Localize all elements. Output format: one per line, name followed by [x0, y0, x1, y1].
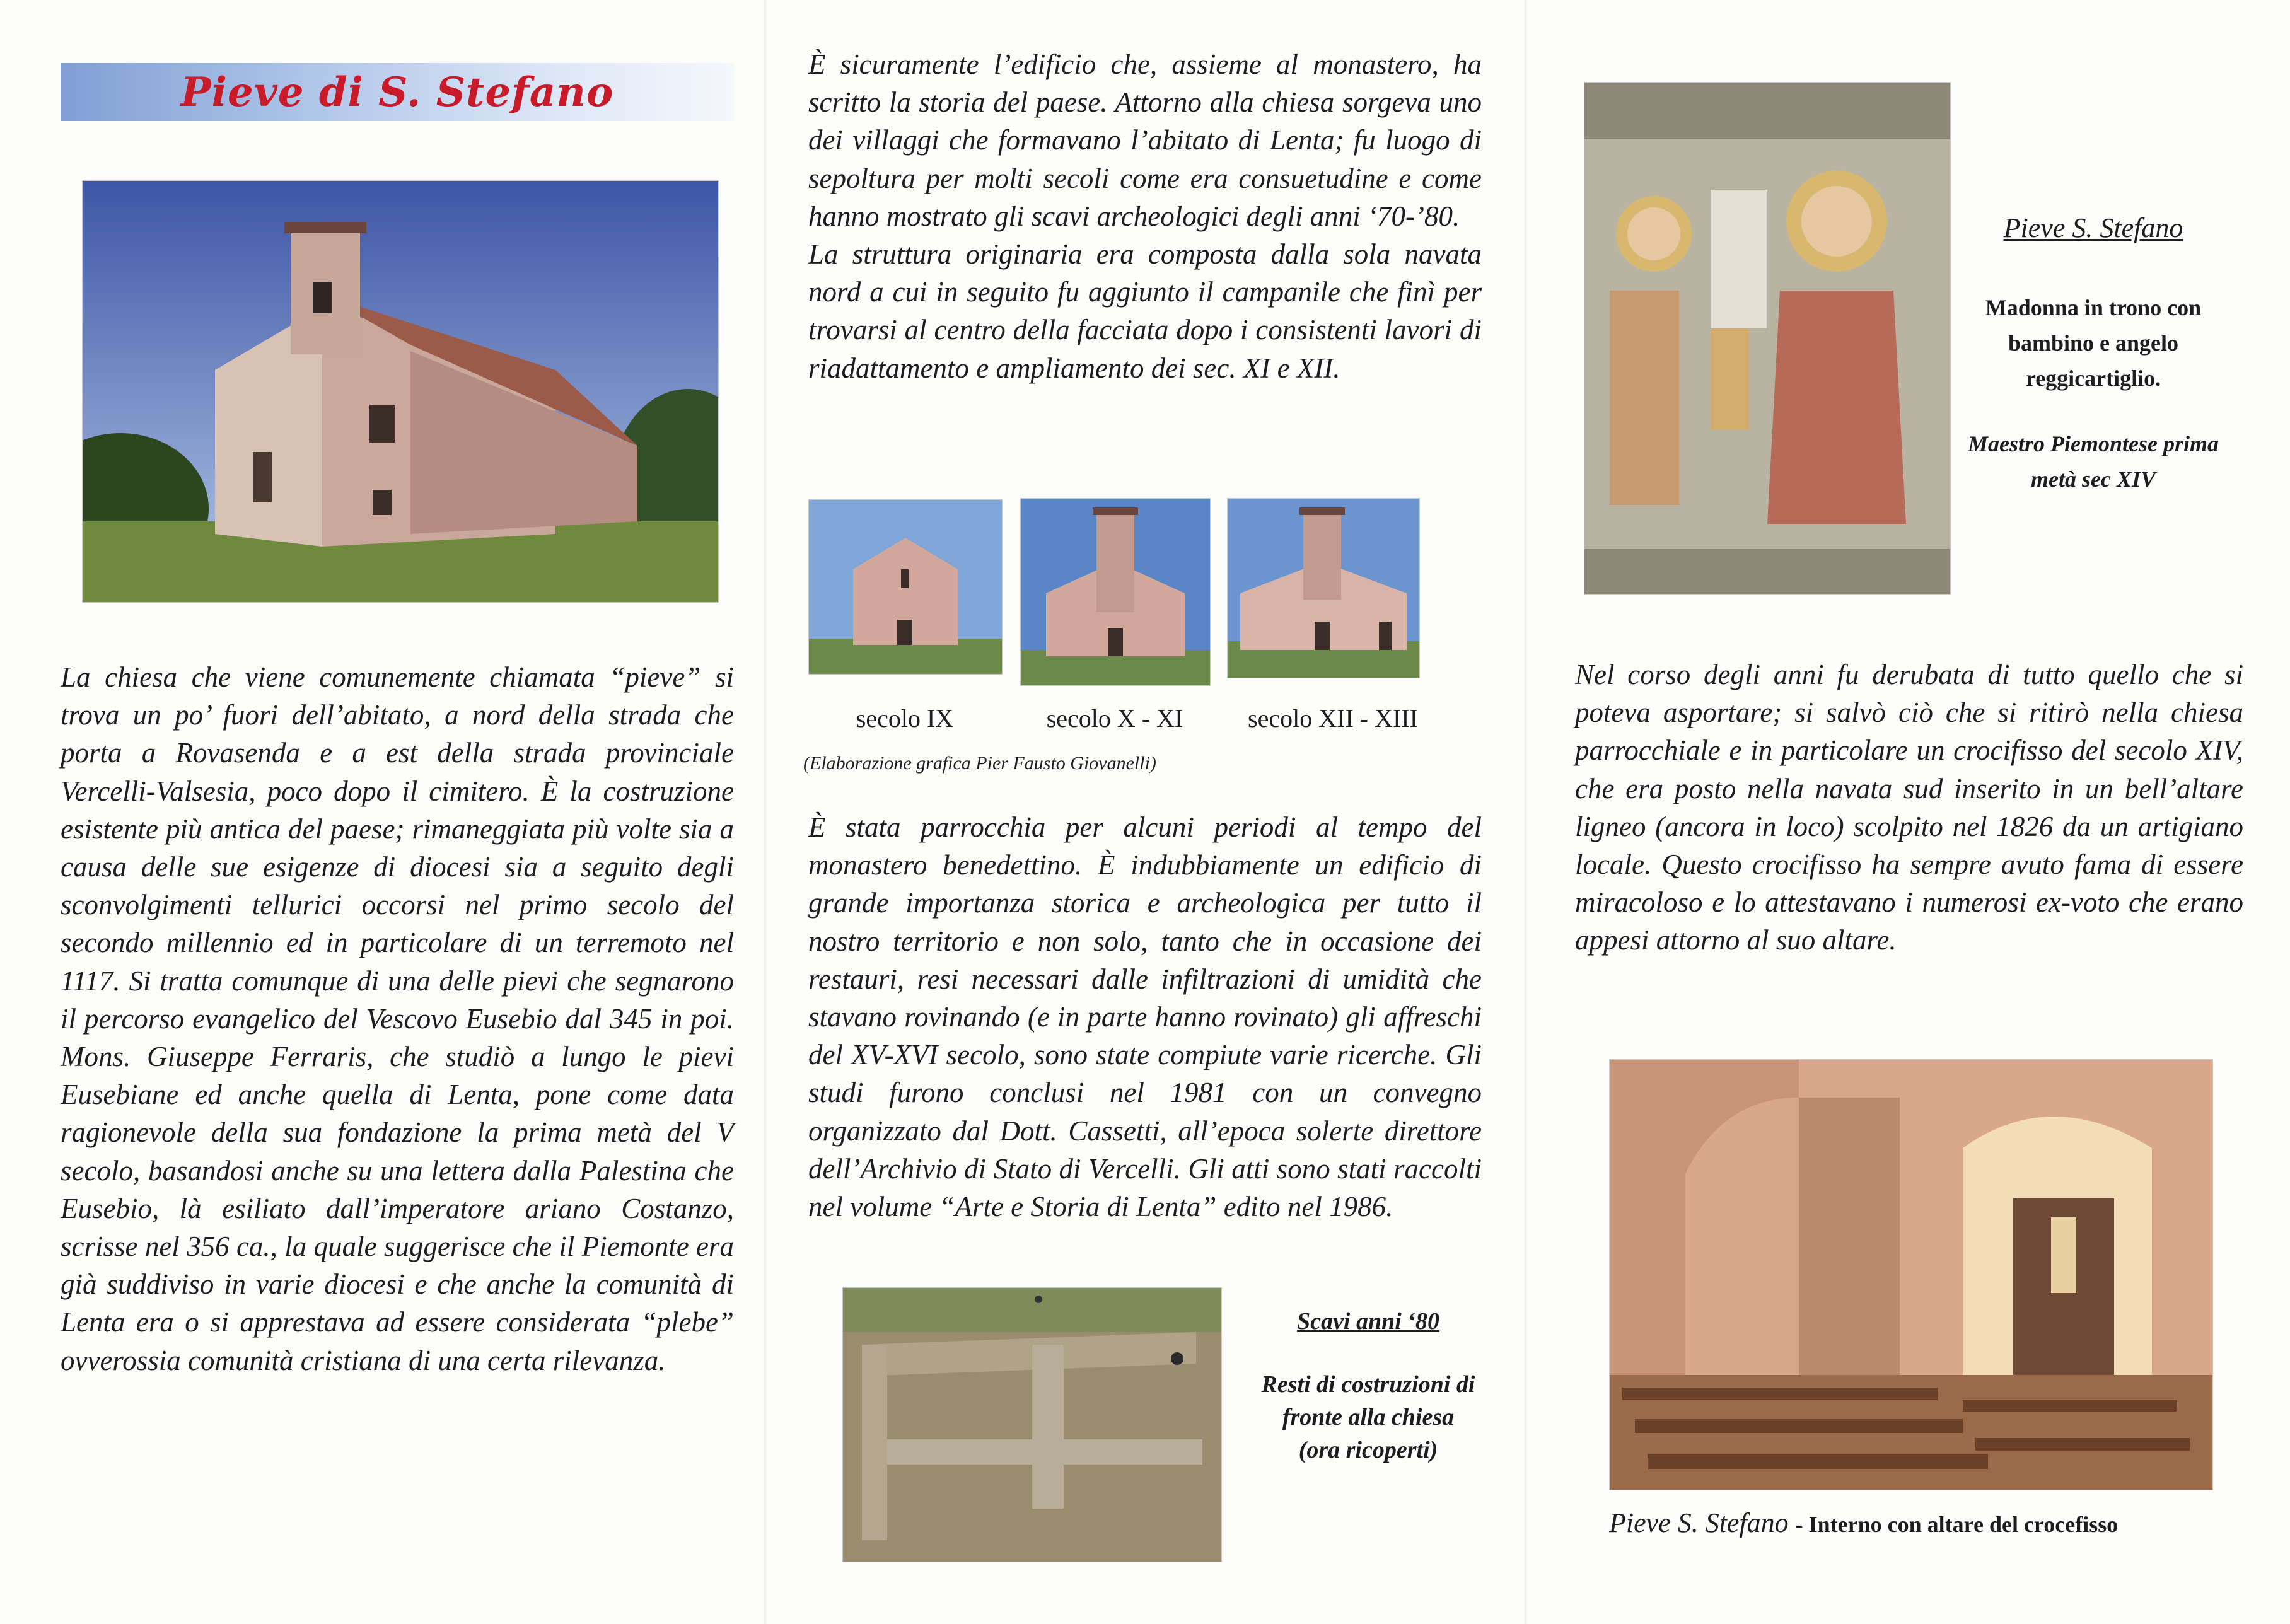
interior-desc: - Interno con altare del crocefisso — [1795, 1512, 2119, 1537]
excavation-desc: Resti di costruzioni di fronte alla chiesa (ora ricoperti) — [1261, 1371, 1475, 1463]
fresco-title-text: Pieve S. Stefano — [2003, 212, 2183, 243]
left-body-text: La chiesa che viene comunemente chiamata “pieve” si trova un po’ fuori dell’abitato, a nord della strada che porta a Rovasenda e a est della strada provinciale Vercelli-Valsesia, poco dopo il cimitero. È la costruzione esistente più antica del paese; rimaneggiata più volte sia a causa delle sue esigenze di diocesi sia a seguito degli sconvolgimenti tellurici occorsi nel primo secolo del secondo millennio ed in particolare di un terremoto nel 1117. Si tratta comunque di una delle pievi che segnarono il percorso evangelico del Vescovo Eusebio dal 345 in poi. Mons. Giuseppe Ferraris, che studiò a lungo le pievi Eusebiane ed anche quella di Lenta, pone come data ragionevole della sua fondazione la prima metà del V secolo, basandosi anche su una lettera dalla Palestina che Eusebio, là esiliato dall’imperatore ariano Costanzo, scrisse nel 356 ca., la quale suggerisce che il Piemonte era già suddiviso in varie diocesi e che anche la comunità di Lenta era o si apprestava ad essere considerata “plebe” ovverossia comunità cristiana di una certa rilevanza. — [61, 661, 734, 1376]
middle-history-text: È stata parrocchia per alcuni periodi al tempo del monastero benedettino. È indubbiamente un edificio di grande importanza storica e archeologica per tutto il nostro territorio e non solo, tanto che in occasione dei restauri, resi necessari dalle infiltrazioni di umidità che stavano rovinando (e in parte hanno rovinato) gli affreschi del XV-XVI secolo, sono state compiute varie ricerche. Gli studi furono conclusi nel 1981 con un convegno organizzato dal Dott. Cassetti, all’epoca solerte direttore dell’Archivio di Stato di Vercelli. Gli atti sono stati raccolti nel volume “Arte e Storia di Lenta” edito nel 1986. — [808, 811, 1482, 1223]
fold-line-left — [764, 0, 767, 1624]
phase-image-xii-xiii — [1227, 498, 1420, 678]
structure-paragraph: La struttura originaria era composta dalla sola navata nord a cui in seguito fu aggiunto il campanile che finì per trovarsi al centro della facciata dopo i consistenti lavori di riadattamento e ampliamento dei sec. XI e XII. — [808, 238, 1482, 384]
interior-caption — [1609, 1507, 2240, 1539]
phase-label-ix: secolo IX — [856, 704, 954, 733]
page-title: Pieve di S. Stefano — [180, 68, 614, 116]
middle-intro-text — [808, 45, 1482, 387]
interior-title: Pieve S. Stefano — [1609, 1507, 1789, 1538]
church-photo — [82, 180, 719, 603]
intro-paragraph: È sicuramente l’edificio che, assieme al monastero, ha scritto la storia del paese. Attorno alla chiesa sorgeva uno dei villaggi che formavano l’abitato di Lenta; fu luogo di sepoltura per molti secoli come era consuetudine e come hanno mostrato gli scavi archeologici degli anni ‘70-’80. — [808, 49, 1482, 232]
excavation-photo — [842, 1287, 1222, 1562]
phase-image-x-xi — [1020, 498, 1211, 686]
phases-credit: (Elaborazione grafica Pier Fausto Giovanelli) — [803, 753, 1156, 774]
header-banner — [61, 63, 734, 121]
fresco-title — [1967, 212, 2219, 244]
interior-photo — [1609, 1059, 2213, 1490]
phase-label-x-xi: secolo X - XI — [1046, 704, 1183, 733]
fresco-photo — [1584, 82, 1951, 595]
phase-label-xii-xiii: secolo XII - XIII — [1248, 704, 1418, 733]
fresco-desc: Madonna in trono con bambino e angelo reggicartiglio. — [1985, 295, 2202, 391]
excavation-title-text: Scavi anni ‘80 — [1297, 1308, 1439, 1335]
phase-image-ix — [808, 499, 1003, 675]
fold-line-right — [1525, 0, 1527, 1624]
fresco-author: Maestro Piemontese prima metà sec XIV — [1968, 431, 2219, 492]
excavation-title — [1261, 1304, 1475, 1339]
right-body-text: Nel corso degli anni fu derubata di tutto quello che si poteva asportare; si salvò ciò che si ritirò nella chiesa parrocchiale e in particolare un crocifisso del secolo XIV, che era posto nella navata sud inserito in un bell’altare ligneo (ancora in loco) scolpito nel 1826 da un artigiano locale. Questo crocifisso ha sempre avuto fama di essere miracoloso e lo attestavano i numerosi ex-voto che erano appesi attorno al suo altare. — [1575, 659, 2243, 956]
